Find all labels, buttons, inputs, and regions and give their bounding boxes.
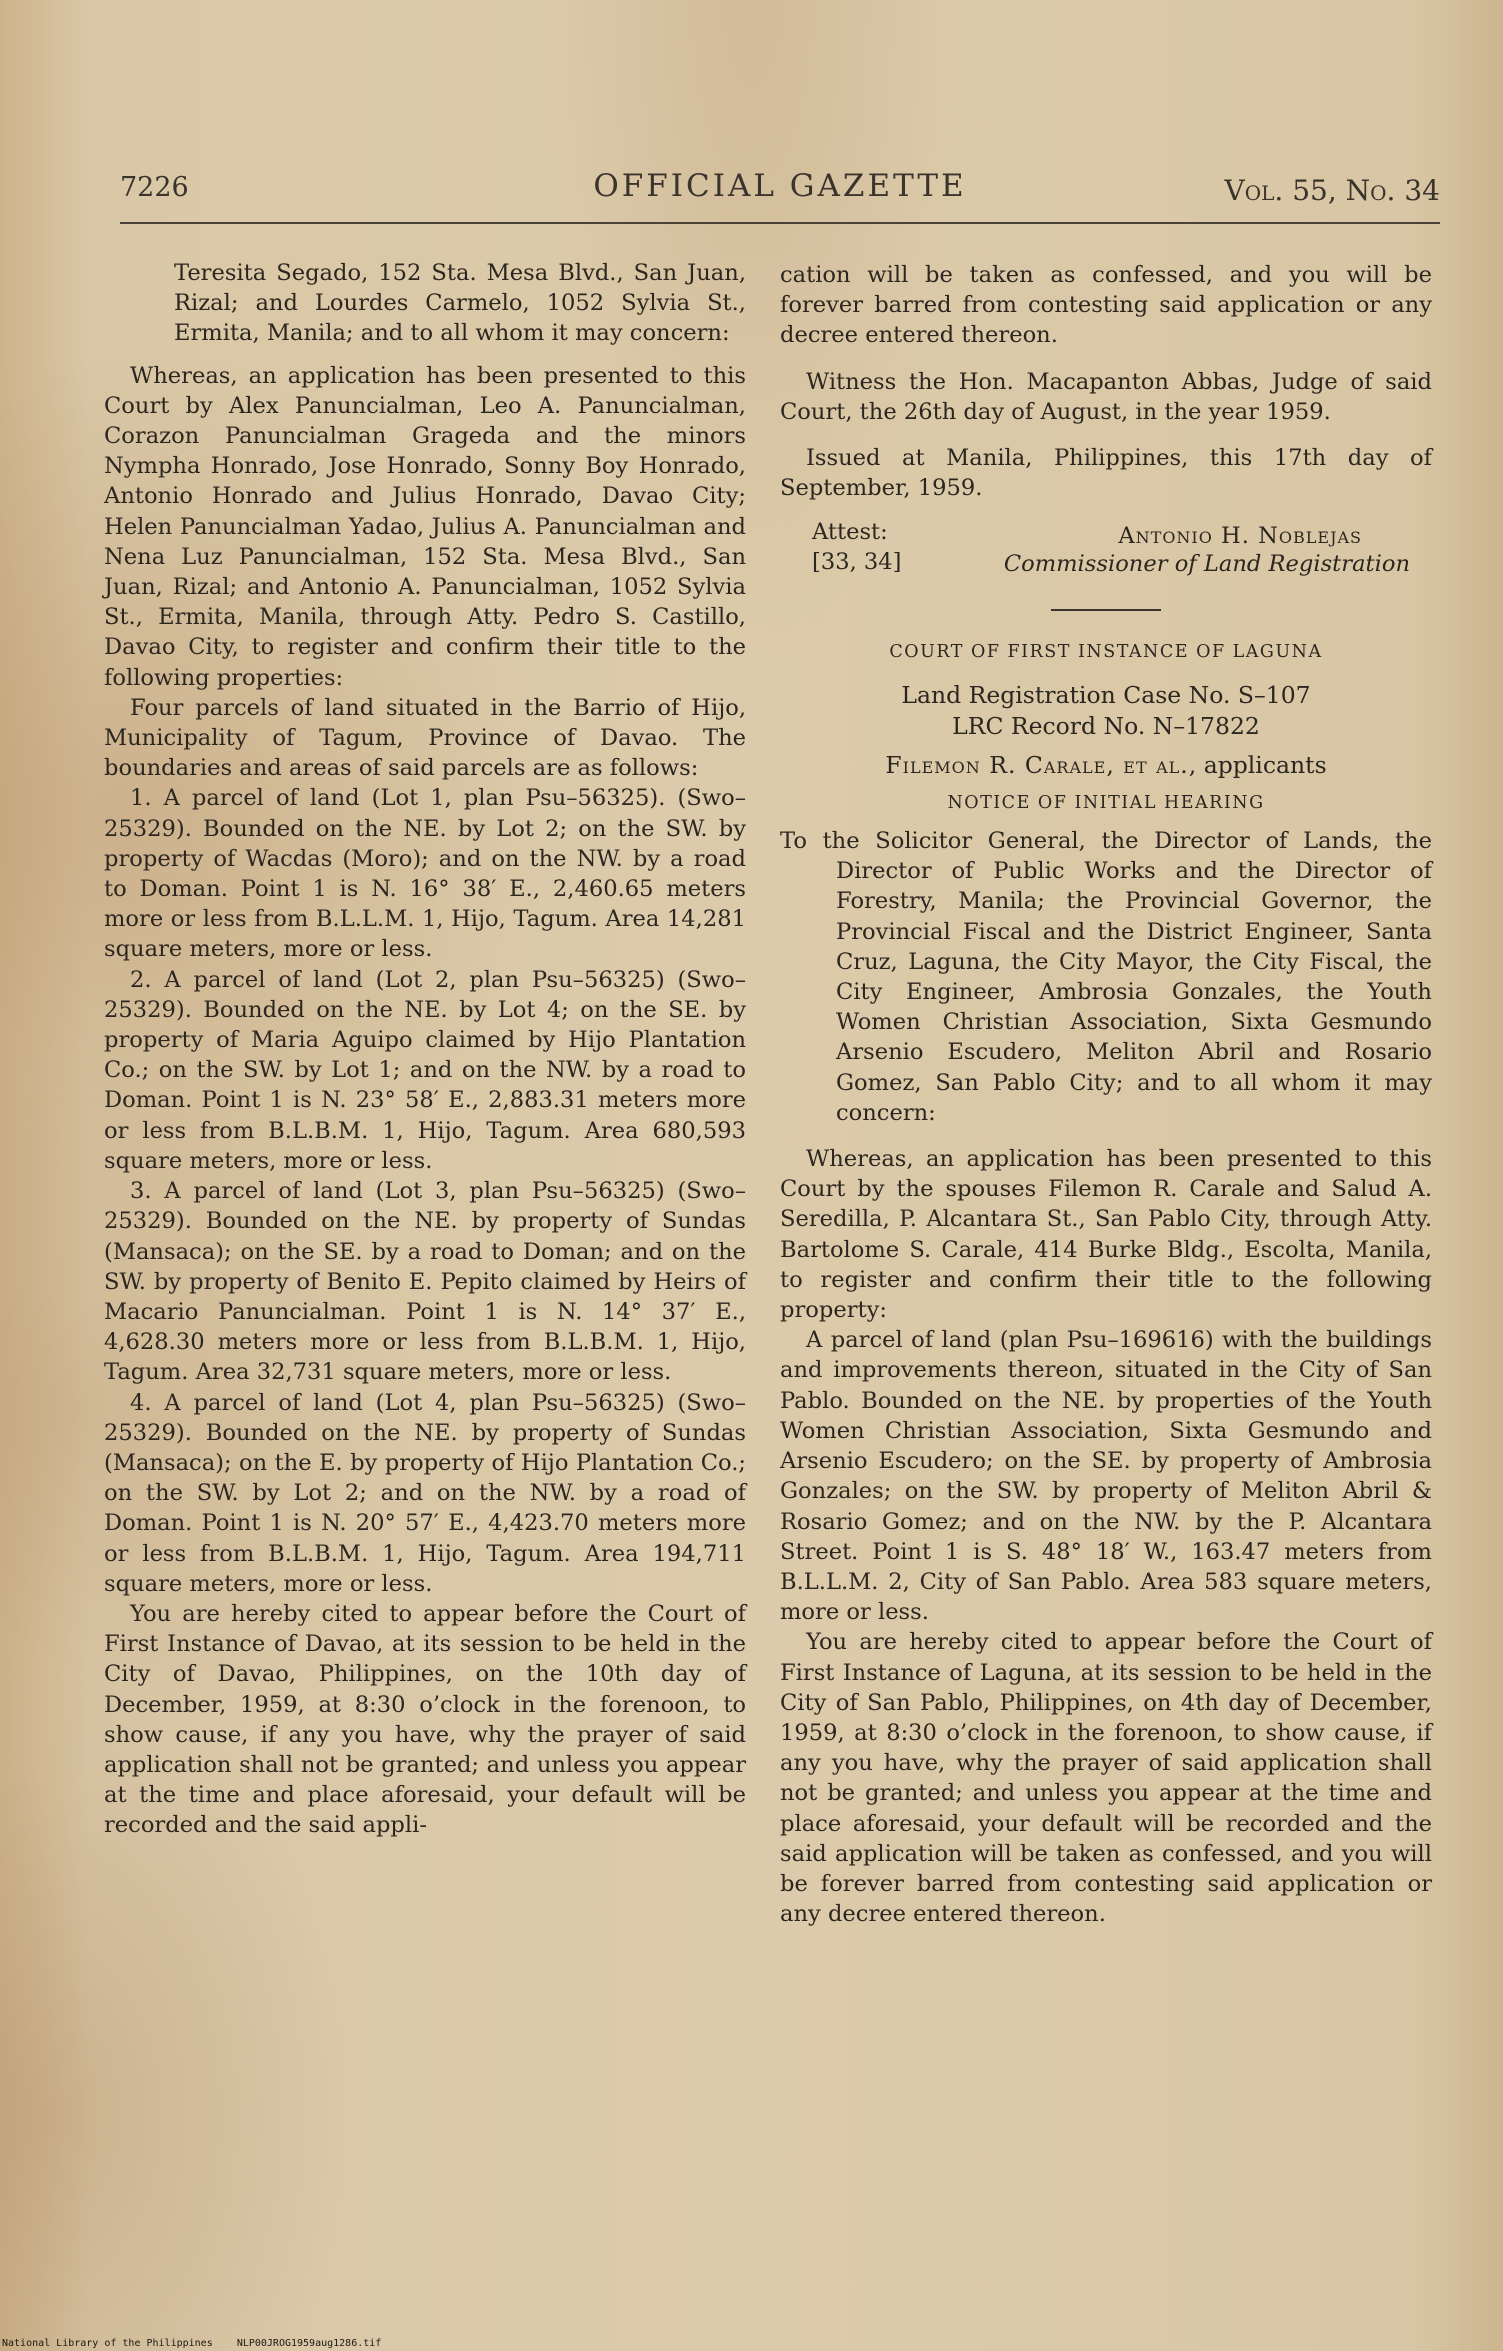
record-number: LRC Record No. N–17822 bbox=[952, 711, 1260, 740]
court-heading: COURT OF FIRST INSTANCE OF LAGUNA bbox=[889, 642, 1323, 663]
attest-label: Attest: bbox=[812, 519, 888, 546]
parcel-3: 3. A parcel of land (Lot 3, plan Psu–56325) (Swo–25329). Bounded on the NE. by property of Sundas (Mansaca); on the SE. by a road to Doman; and on the SW. by property of Benito E. Pepito claimed by Heirs of Macario Panuncialman. Point 1 is N. 14° 37′ E., 4,628.30 meters more or less from B.L.B.M. 1, Hijo, Tagum. Area 32,731 square meters, more or less. bbox=[104, 1178, 746, 1386]
notice-heading: NOTICE OF INITIAL HEARING bbox=[947, 792, 1265, 813]
attest-reference: [33, 34] bbox=[812, 549, 902, 576]
attestation bbox=[780, 517, 1432, 579]
applicants-suffix: , applicants bbox=[1188, 750, 1327, 779]
scan-footer bbox=[2, 2338, 381, 2349]
applicants-name: Filemon R. Carale, et al. bbox=[885, 750, 1189, 779]
whereas-paragraph: Whereas, an application has been presented to this Court by Alex Panuncialman, Leo A. Panuncialman, Corazon Panuncialman Grageda and the minors Nympha Honrado, Jose Honrado, Sonny Boy Honrado, Antonio Honrado and Julius Honrado, Davao City; Helen Panuncialman Yadao, Julius A. Panuncialman and Nena Luz Panuncialman, 152 Sta. Mesa Blvd., San Juan, Rizal; and Antonio A. Panuncialman, 1052 Sylvia St., Ermita, Manila, through Atty. Pedro S. Castillo, Davao City, to register and confirm their title to the following properties: bbox=[104, 362, 746, 691]
addressee-continuation: Teresita Segado, 152 Sta. Mesa Blvd., San Juan, Rizal; and Lourdes Carmelo, 1052 Sylvia St., Ermita, Manila; and to all whom it may concern: bbox=[174, 260, 746, 347]
section-divider bbox=[1051, 609, 1161, 611]
publication-title: OFFICIAL GAZETTE bbox=[593, 168, 967, 204]
page-number: 7226 bbox=[120, 172, 189, 203]
case-number: Land Registration Case No. S–107 bbox=[901, 680, 1311, 709]
applicants-line bbox=[780, 750, 1432, 780]
signatory-name: Antonio H. Noblejas bbox=[1118, 523, 1362, 550]
continuation-paragraph: cation will be taken as confessed, and you will be forever barred from contesting said application or any decree entered thereon. bbox=[780, 262, 1432, 349]
issued-paragraph: Issued at Manila, Philippines, this 17th day of September, 1959. bbox=[780, 445, 1432, 502]
parcel-4: 4. A parcel of land (Lot 4, plan Psu–56325) (Swo–25329). Bounded on the NE. by property of Sundas (Mansaca); on the E. by property of Hijo Plantation Co.; on the SW. by Lot 2; and on the NW. by a road of Doman. Point 1 is N. 20° 57′ E., 4,423.70 meters more or less from B.L.B.M. 1, Hijo, Tagum. Area 194,711 square meters, more or less. bbox=[104, 1389, 746, 1597]
left-column bbox=[104, 258, 746, 1841]
citation-paragraph-2: You are hereby cited to appear before the Court of First Instance of Laguna, at its session to be held in the City of San Pablo, Philippines, on 4th day of December, 1959, at 8:30 o’clock in the forenoon, to show cause, if any you have, why the prayer of said application shall not be granted; and unless you appear at the time and place aforesaid, your default will be recorded and the said application will be taken as confessed, and you will be forever barred from contesting said application or any decree entered thereon. bbox=[780, 1629, 1432, 1928]
parcel-description: A parcel of land (plan Psu–169616) with the buildings and improvements thereon, situated in the City of San Pablo. Bounded on the NE. by properties of the Youth Women Christian Association, Sixta Gesmundo and Arsenio Escudero; on the SE. by property of Ambrosia Gonzales; on the SW. by property of Meliton Abril & Rosario Gomez; and on the NW. by the P. Alcantara Street. Point 1 is S. 48° 18′ W., 163.47 meters from B.L.L.M. 2, City of San Pablo. Area 583 square meters, more or less. bbox=[780, 1327, 1432, 1626]
header-rule bbox=[120, 222, 1440, 224]
footer-library: National Library of the Philippines bbox=[2, 2338, 213, 2349]
citation-paragraph: You are hereby cited to appear before the Court of First Instance of Davao, at its session to be held in the City of Davao, Philippines, on the 10th day of December, 1959, at 8:30 o’clock in the forenoon, to show cause, if any you have, why the prayer of said application shall not be granted; and unless you appear at the time and place aforesaid, your default will be recorded and the said appli- bbox=[104, 1600, 746, 1839]
parcels-intro: Four parcels of land situated in the Barrio of Hijo, Municipality of Tagum, Province of Davao. The boundaries and areas of said parcels are as follows: bbox=[104, 694, 746, 782]
footer-file: NLP00JROG1959aug1286.tif bbox=[236, 2338, 382, 2349]
witness-paragraph: Witness the Hon. Macapanton Abbas, Judge of said Court, the 26th day of August, in the year 1959. bbox=[780, 368, 1432, 425]
parcel-2: 2. A parcel of land (Lot 2, plan Psu–56325) (Swo–25329). Bounded on the NE. by Lot 4; on the SE. by property of Maria Aguipo claimed by Hijo Plantation Co.; on the SW. by Lot 1; and on the NW. by a road to Doman. Point 1 is N. 23° 58′ E., 2,883.31 meters more or less from B.L.B.M. 1, Hijo, Tagum. Area 680,593 square meters, more or less. bbox=[104, 966, 746, 1174]
whereas-paragraph-2: Whereas, an application has been presented to this Court by the spouses Filemon R. Carale and Salud A. Seredilla, P. Alcantara St., San Pablo City, through Atty. Bartolome S. Carale, 414 Burke Bldg., Escolta, Manila, to register and confirm their title to the following property: bbox=[780, 1146, 1432, 1324]
volume-number: Vol. 55, No. 34 bbox=[1224, 174, 1440, 207]
signatory-title: Commissioner of Land Registration bbox=[1003, 551, 1410, 578]
addressee-list: To the Solicitor General, the Director of Lands, the Director of Public Works and the Director of Forestry, Manila; the Provincial Governor, the Provincial Fiscal and the District Engineer, Santa Cruz, Laguna, the City Mayor, the City Fiscal, the City Engineer, Ambrosia Gonzales, the Youth Women Christian Association, Sixta Gesmundo Arsenio Escudero, Meliton Abril and Rosario Gomez, San Pablo City; and to all whom it may concern: bbox=[780, 828, 1432, 1126]
page-header bbox=[120, 168, 1440, 214]
right-column bbox=[780, 260, 1432, 1929]
parcel-1: 1. A parcel of land (Lot 1, plan Psu–56325). (Swo–25329). Bounded on the NE. by Lot 2; on the SW. by property of Wacdas (Moro); and on the NW. by a road to Doman. Point 1 is N. 16° 38′ E., 2,460.65 meters more or less from B.L.L.M. 1, Hijo, Tagum. Area 14,281 square meters, more or less. bbox=[104, 785, 746, 963]
